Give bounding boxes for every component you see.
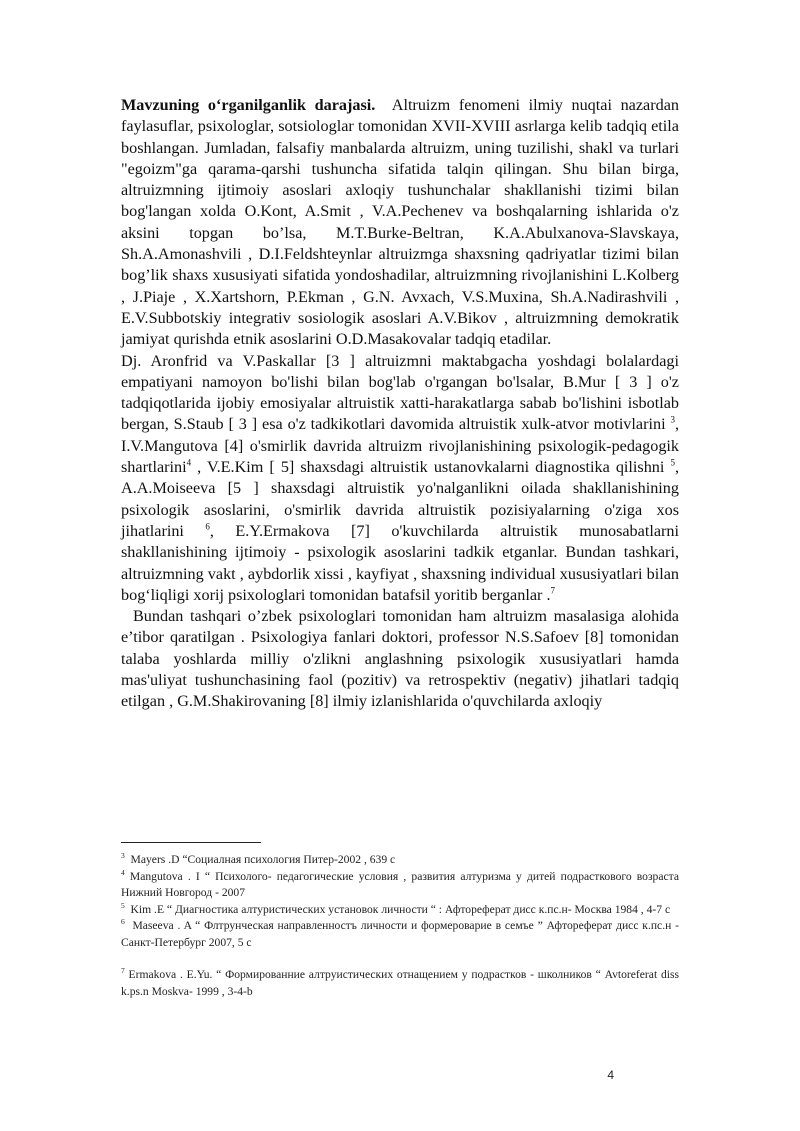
paragraph-1-text: Altruizm fenomeni ilmiy nuqtai nazardan faylasuflar, psixologlar, sotsiologlar tomonidan XVII-XVIII asrlarga kelib tadqiq etila boshlangan. Jumladan, falsafiy manbalarda altruizm, uning tuzilishi, shakl va turlari "egoizm"ga qarama-qarshi tushuncha sifatida talqin qilingan. Shu bilan birga, altruizmning ijtimoiy asoslari axloqiy tushunchalar shakllanishi tizimi bilan bog'langan xolda O.Kont, A.Smit , V.A.Pechenev va boshqalarning ishlarida o'z aksini topgan bo’lsa, M.T.Burke-Beltran, K.A.Abulxanova-Slavskaya, Sh.A.Amonashvili , D.I.Feldshteynlar altruizmga shaxsning qadriyatlar tizimi bilan bog’lik shaxs xususiyati sifatida yondoshadilar, altruizmning rivojlanishini L.Kolberg , J.Piaje , X.Xartshorn, P.Ekman , G.N. Avxach, V.S.Muxina, Sh.A.Nadirashvili , E.V.Subbotskiy integrativ sosiologik asoslari A.V.Bikov , altruizmning demokratik jamiyat qurishda etnik asoslarini O.D.Masakovalar tadqiq etadilar.	[121, 96, 680, 349]
main-text	[121, 95, 679, 713]
footnote-ref-3[interactable]: 3	[670, 415, 675, 426]
footnote-separator	[121, 842, 261, 843]
footnote-7: $^7$ Ermakova . E.Yu. “ Формированние алтруистических отнащением у подрастков - школников “ Avtoreferat diss k.ps.n Moskva- 1999 , 3-4-b	[121, 966, 679, 998]
paragraph-1	[121, 95, 679, 351]
footnote-ref-5[interactable]: 5	[670, 457, 675, 468]
footnote-ref-4[interactable]: 4	[186, 457, 192, 468]
page-number: 4	[607, 1068, 614, 1082]
paragraph-2: Dj. Aronfrid va V.Paskallar [3 ] altruizmni maktabgacha yoshdagi bolalardagi empatiyani namoyon bo'lishi bilan bog'lab o'rgangan bo'lsalar, B.Mur [ 3 ] o'z tadqiqotlarida ijobiy emosiyalar altruistik xatti-harakatlarga sabab bo'lishini isbotlab bergan, S.Staub [ 3 ] esa o'z tadkikotlari davomida altruistik xulk-atvor motivlarini $^3$, I.V.Mangutova [4] o'smirlik davrida altruizm rivojlanishining psixologik-pedagogik shartlarini$^4$ , V.E.Kim [ 5] shaxsdagi altruistik ustanovkalarni diagnostika qilishni $^5$, A.A.Moiseeva [5 ] shaxsdagi altruistik yo'nalganlikni oilada shakllanishining psixologik asoslarini, o'smirlik davrida altruistik pozisiyalarning o'ziga xos jihatlarini $^6$, E.Y.Ermakova [7] o'kuvchilarda altruistik munosabatlarni shakllanishining ijtimoiy - psixologik asoslarini tadkik etganlar. Bundan tashkari, altruizmning vakt , aybdorlik xissi , kayfiyat , shaxsning individual xususiyatlari bilan bog‘liqligi xorij psixologlari tomonidan batafsil yoritib berganlar .$^7$	[121, 351, 680, 604]
paragraph-3: Bundan tashqari o’zbek psixologlari tomonidan ham altruizm masalasiga alohida e’tibor qaratilgan . Psixologiya fanlari doktori, professor N.S.Safoev [8] tomonidan talaba yoshlarda milliy o'zlikni anglashning psixologik xususiyatlari hamda mas'uliyat tushunchasining faol (pozitiv) va retrospektiv (negativ) jihatlari tadqiq etilgan , G.M.Shakirovaning [8] ilmiy izlanishlarida o'quvchilarda axloqiy	[121, 607, 679, 711]
footnote-6: $^6$ Maseeva . A “ Флтрунческая направленностъ личности и формероварие в семъе ” Афтореферат дисс к.пс.н - Санкт-Петербург 2007, 5 с	[121, 917, 679, 949]
footnote-3: $^3$ Mayers .D “Социалная психология Питер-2002 , 639 с	[121, 851, 396, 866]
section-heading: Mavzuning o‘rganilganlik darajasi.	[121, 96, 376, 114]
footnote-5: $^5$ Kim .E “ Диагностика алтуристических установок личности “ : Афтореферат дисс к.пс.н- Москва 1984 , 4-7 с	[121, 900, 671, 916]
footnote-ref-7[interactable]: 7	[550, 585, 555, 596]
footnotes	[121, 852, 679, 1000]
footnote-4: $^4$ Mangutova . I “ Психолого- педагогические условия , развития алтуризма у дитей подрасткового возраста Нижний Новгород - 2007	[121, 867, 679, 899]
footnote-ref-6[interactable]: 6	[205, 521, 210, 532]
